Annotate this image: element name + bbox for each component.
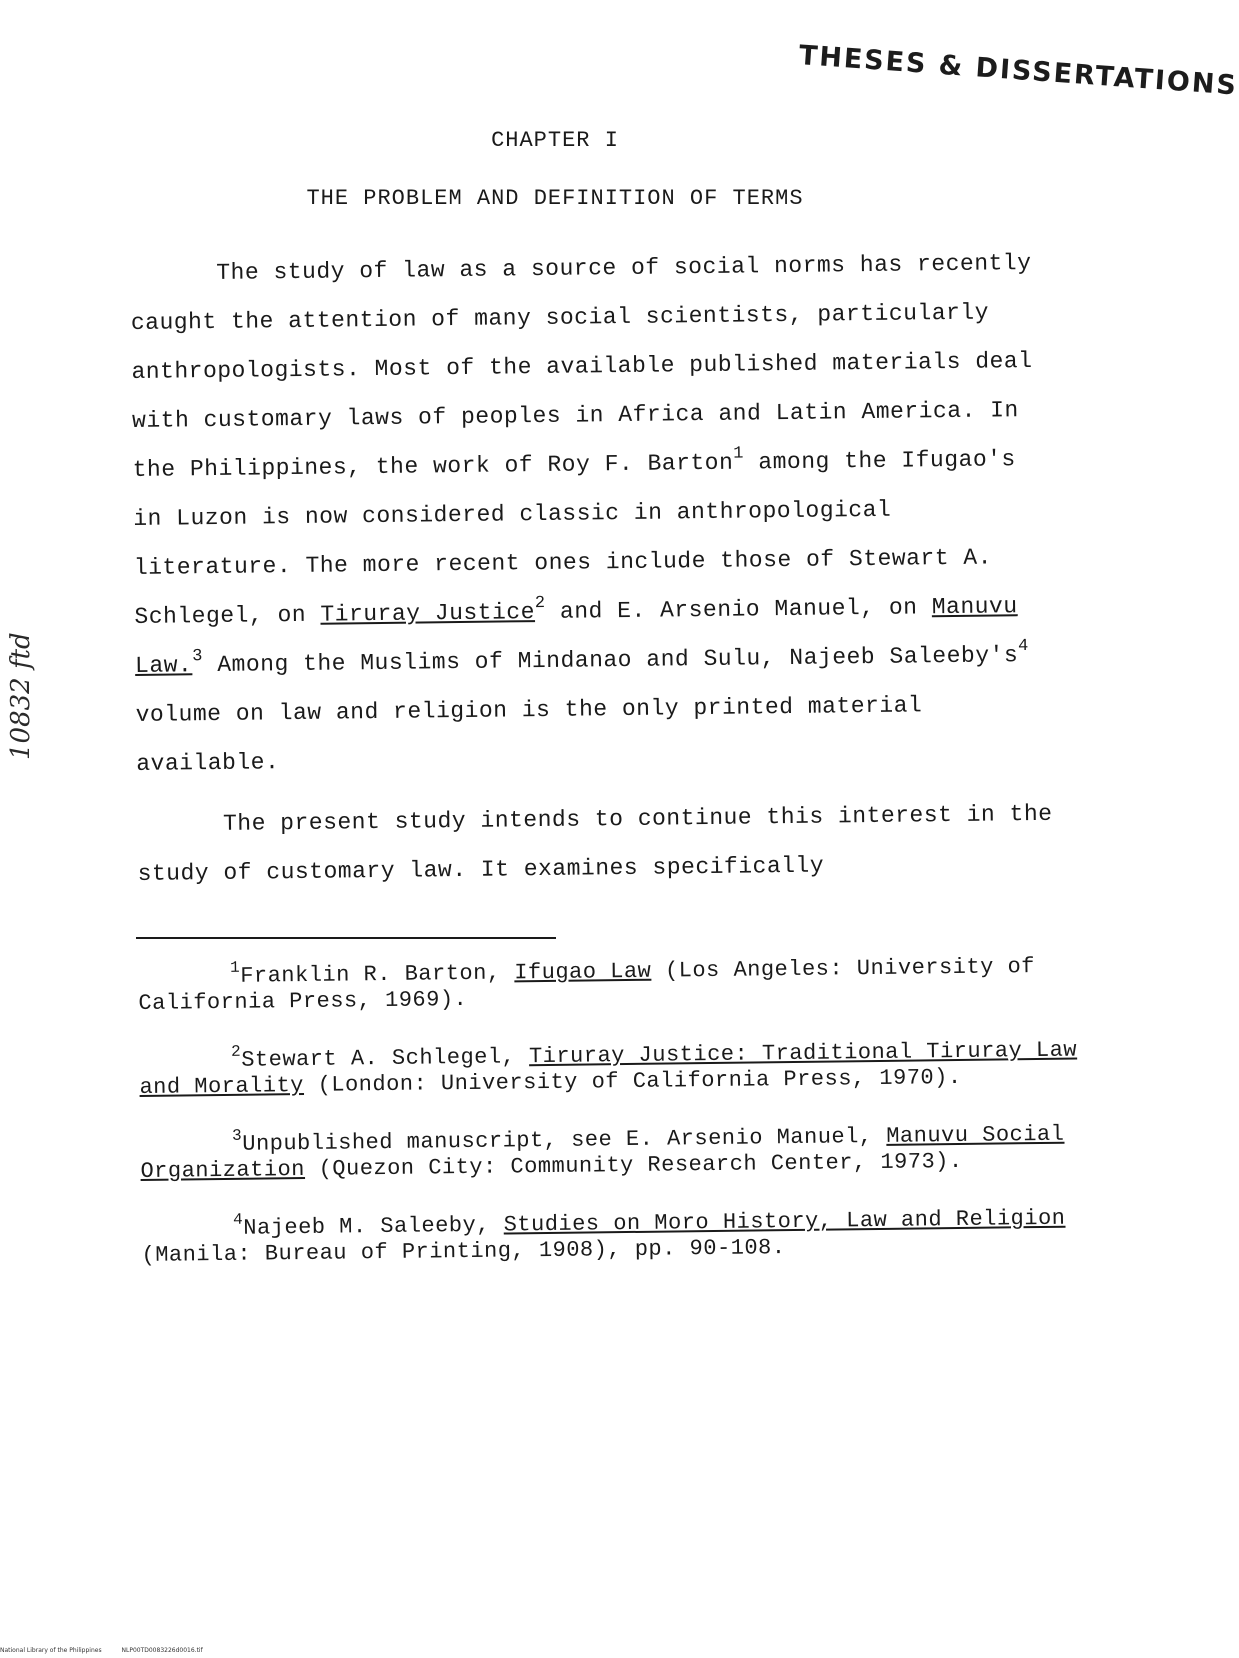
p1-text-b: among the Ifugao's in Luzon is now considered classic in anthropological literature. The more recent ones include those of Stewart A. Schlegel, on bbox=[133, 446, 1016, 630]
footnote-ref-2: 2 bbox=[534, 594, 546, 614]
footnotes bbox=[138, 953, 1092, 1301]
footnote-title: Tiruray Justice: Traditional Tiruray Law and Morality bbox=[139, 1037, 1078, 1100]
footer-library: National Library of the Philippines bbox=[0, 1647, 102, 1654]
footnote-text: Unpublished manuscript, see E. Arsenio Manuel, bbox=[242, 1123, 887, 1157]
footnote-ref-4: 4 bbox=[1017, 637, 1029, 657]
footer-file-id: NLP00TD0083226d0016.tif bbox=[121, 1647, 203, 1654]
chapter-heading: CHAPTER I bbox=[491, 128, 619, 153]
footnote-citation: (Manila: Bureau of Printing, 1908), pp. 90-108. bbox=[141, 1235, 786, 1268]
body-text bbox=[130, 239, 1058, 911]
title-tiruray-justice: Tiruray Justice bbox=[320, 599, 536, 628]
footnote-title: Manuvu Social Organization bbox=[140, 1121, 1065, 1184]
p1-text-c: and E. Arsenio Manuel, on bbox=[545, 594, 932, 625]
footnote-number: 3 bbox=[231, 1126, 243, 1145]
footnote-number: 2 bbox=[230, 1042, 242, 1061]
footnote-title: Ifugao Law bbox=[514, 958, 652, 986]
footnote-ref-1: 1 bbox=[733, 444, 745, 464]
footnote-citation: (Quezon City: Community Research Center, 1973). bbox=[304, 1148, 963, 1182]
footnote-4 bbox=[141, 1205, 1092, 1269]
footnote-ref-3: 3 bbox=[192, 647, 204, 667]
paragraph-2: The present study intends to continue this interest in the study of customary law. It examines specifically bbox=[137, 800, 1053, 887]
footnote-text: Franklin R. Barton, bbox=[240, 960, 515, 989]
p1-text-d: Among the Muslims of Mindanao and Sulu, Najeeb Saleeby's bbox=[202, 642, 1019, 679]
footnote-citation: (London: University of California Press, 1970). bbox=[303, 1064, 962, 1098]
paragraph-1 bbox=[130, 239, 1057, 789]
scan-footer bbox=[0, 1647, 221, 1654]
footnote-separator bbox=[136, 937, 556, 939]
p1-text-e: volume on law and religion is the only printed material available. bbox=[135, 692, 923, 777]
footnote-number: 4 bbox=[233, 1210, 244, 1229]
footnote-text: Stewart A. Schlegel, bbox=[241, 1044, 530, 1073]
chapter-title: THE PROBLEM AND DEFINITION OF TERMS bbox=[306, 186, 804, 211]
title-manuvu-law: Manuvu Law. bbox=[134, 593, 1018, 679]
handwritten-margin-note: 10832 ftd bbox=[6, 632, 36, 760]
archive-stamp: THESES & DISSERTATIONS bbox=[797, 40, 1239, 102]
footnote-3 bbox=[140, 1121, 1091, 1185]
p1-text-a: The study of law as a source of social norms has recently caught the attention of many social scientists, particularly anthropologists. Most of the available published materials deal with customary laws of peoples in Africa and Latin America. In the Philippines, the work of Roy F. Barton bbox=[130, 249, 1033, 483]
footnote-title: Studies on Moro History, Law and Religion bbox=[503, 1205, 1066, 1238]
footnote-1 bbox=[138, 953, 1089, 1017]
footnote-2 bbox=[139, 1037, 1090, 1101]
footnote-text: Najeeb M. Saleeby, bbox=[243, 1212, 504, 1241]
footnote-number: 1 bbox=[229, 958, 241, 977]
footnote-citation: (Los Angeles: University of California Press, 1969). bbox=[138, 954, 1036, 1016]
